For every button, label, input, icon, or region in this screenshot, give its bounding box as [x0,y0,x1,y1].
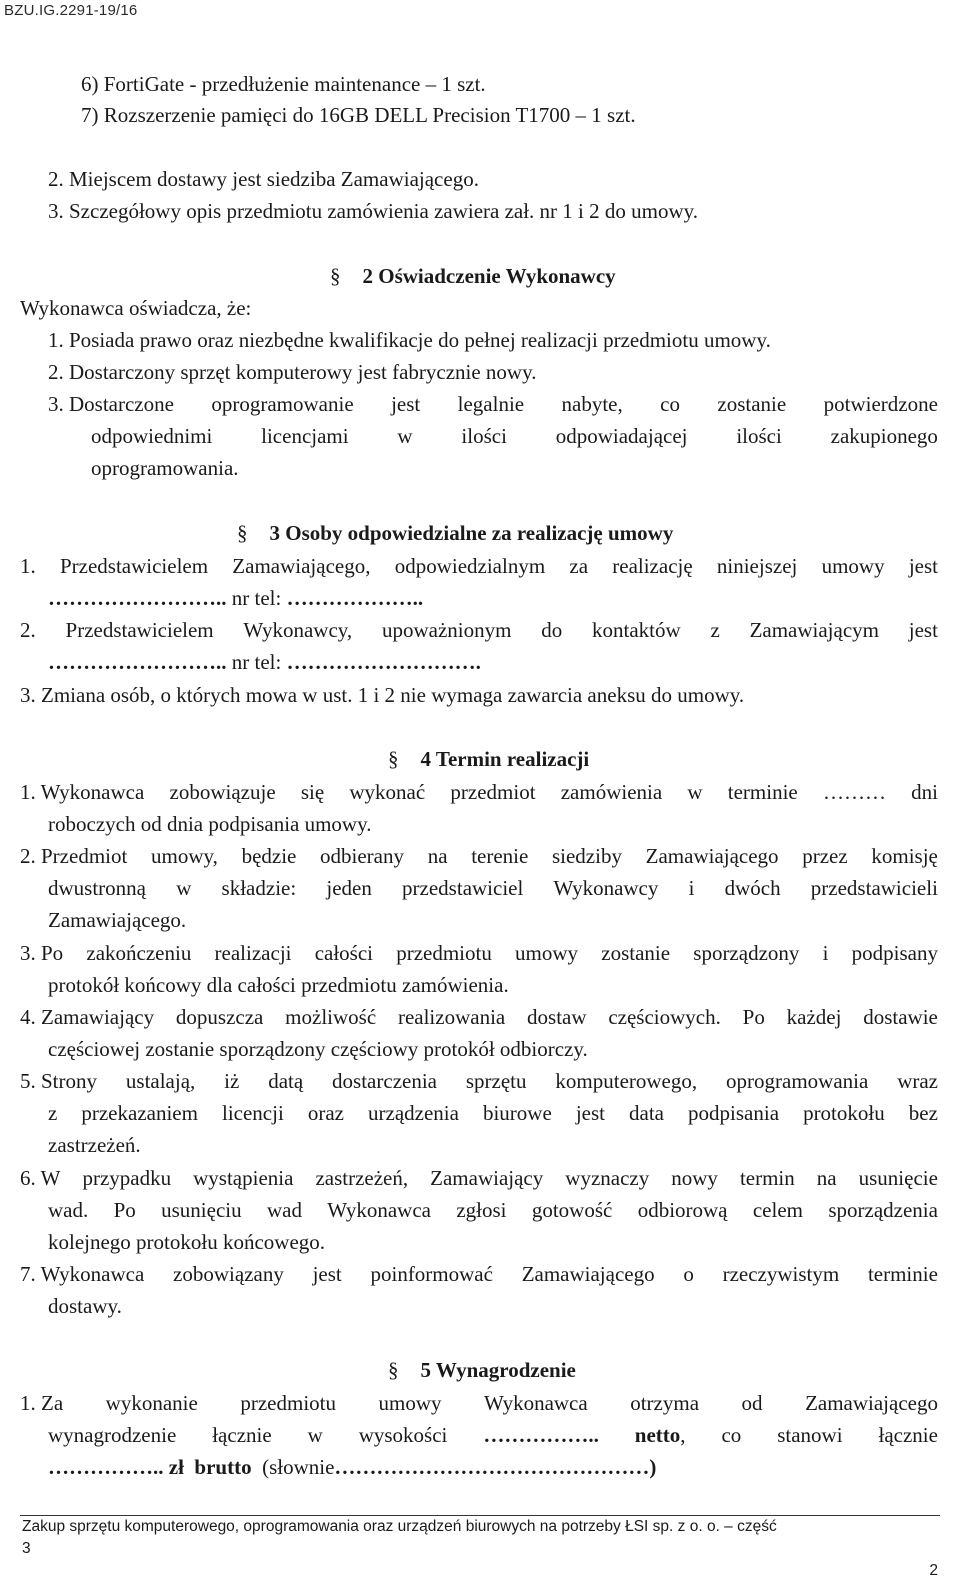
word: przedmiot [450,780,536,804]
word: z [710,618,720,642]
word: oprogramowanie [211,392,354,416]
list-item-6: 6) FortiGate - przedłużenie maintenance – 1 szt. [81,72,486,96]
word: dwóch [724,876,781,900]
word: jest [312,1262,342,1286]
word: Przedstawicielem [59,554,209,578]
word: odpowiadającej [555,424,688,448]
s4-item-2-line-3: Zamawiającego. [48,908,187,932]
word: usunięcie [858,1166,938,1190]
footer-part: 3 [22,1540,31,1557]
word: data [629,1101,665,1125]
word: oprogramowania [726,1069,869,1093]
word: nowy [671,1166,718,1190]
word: co [660,392,680,416]
word: protokołu [803,1101,885,1125]
word: ilości [461,424,507,448]
s4-item-6-line-1 [20,1165,938,1191]
word: wad. [48,1198,89,1222]
word: się [300,780,325,804]
s4-item-4-line-2: częściowej zostanie sporządzony częściowy protokół odbiorczy. [48,1037,588,1061]
word: odpowiednimi [91,424,213,448]
word: wykonanie [105,1391,198,1415]
word: celem [752,1198,803,1222]
word: bez [908,1101,938,1125]
word: termin [739,1166,795,1190]
word: Wykonawca [327,1198,431,1222]
word: terminie [727,780,798,804]
word: wyznaczy [565,1166,650,1190]
word: 2. [20,618,36,642]
word: dni [911,780,938,804]
word: 5. Strony [20,1069,98,1093]
footer-text: Zakup sprzętu komputerowego, oprogramowania oraz urządzeń biurowych na potrzeby ŁSI sp. z o. o. – część [22,1518,777,1535]
word: sporządzenia [828,1198,938,1222]
word: wykonać [349,780,426,804]
page-number: 2 [929,1562,938,1579]
word: licencji [221,1101,284,1125]
word: ilości [736,424,782,448]
word: komisję [871,844,938,868]
word: 1. [20,554,36,578]
word: w [397,424,413,448]
word: umowy [821,554,885,578]
word: gotowość [531,1198,613,1222]
word: przez [802,844,848,868]
word: iż [224,1069,240,1093]
word: Zamawiającym [749,618,879,642]
s3-item-3: 3. Zmiana osób, o których mowa w ust. 1 i 2 nie wymaga zawarcia aneksu do umowy. [20,683,745,707]
word: Po [742,1005,765,1029]
word: dostaw [527,1005,587,1029]
s3-item-2-line-1 [20,617,938,643]
word: wad [266,1198,302,1222]
word: terenie [471,844,529,868]
word: realizację [612,554,693,578]
word: ……… [822,780,886,804]
word: 2. Przedmiot [20,844,128,868]
word: upoważnionym [381,618,512,642]
paragraph-3: 3. Szczegółowy opis przedmiotu zamówienia zawiera zał. nr 1 i 2 do umowy. [48,199,699,223]
word: odpowiedzialnym [394,554,546,578]
s2-item-3-line-1 [48,391,938,417]
word: na [427,844,448,868]
word: 3. Dostarczone [48,392,174,416]
word: niniejszej [716,554,798,578]
word: umowy [515,941,579,965]
word: jest [391,392,421,416]
word: licencjami [261,424,349,448]
word: z [48,1101,58,1125]
s4-item-2-line-2 [48,875,938,901]
word: Przedstawicielem [65,618,214,642]
word: 7. Wykonawca [20,1262,145,1286]
word: przekazaniem [81,1101,198,1125]
word: zobowiązuje [169,780,276,804]
s4-item-6-line-3: kolejnego protokołu końcowego. [48,1230,326,1254]
word: jest [908,618,938,642]
word: 6. W [20,1166,61,1190]
s4-item-3-line-1 [20,940,938,966]
word: zakupionego [830,424,938,448]
s2-item-2: 2. Dostarczony sprzęt komputerowy jest fabrycznie nowy. [48,360,537,384]
word: o [683,1262,694,1286]
word: podpisany [851,941,938,965]
word: przedmiotu [240,1391,336,1415]
word: przypadku [82,1166,172,1190]
word: do [541,618,563,642]
word: poinformować [370,1262,493,1286]
section-2-heading: § 2 Oświadczenie Wykonawcy [330,264,616,288]
word: zamówienia [560,780,663,804]
word: komputerowego, [555,1069,698,1093]
section-3-heading: § 3 Osoby odpowiedzialne za realizację umowy [237,521,674,545]
list-item-7: 7) Rozszerzenie pamięci do 16GB DELL Precision T1700 – 1 szt. [81,103,636,127]
section-2-intro: Wykonawca oświadcza, że: [20,296,252,320]
word: od [741,1391,763,1415]
s2-item-3-line-3: oprogramowania. [91,456,239,480]
word: urządzenia [368,1101,459,1125]
word: za [569,554,589,578]
s5-item-1-line-2: wynagrodzenie łącznie w wysokości …………….. netto, co stanowi łącznie [48,1423,938,1447]
word: rzeczywistym [722,1262,840,1286]
word: możliwość [285,1005,377,1029]
word: odbierany [320,844,405,868]
word: realizowania [397,1005,506,1029]
section-4-heading: § 4 Termin realizacji [388,747,590,771]
s2-item-1: 1. Posiada prawo oraz niezbędne kwalifikacje do pełnej realizacji przedmiotu umowy. [48,328,771,352]
word: całości [314,941,373,965]
s4-item-5-line-3: zastrzeżeń. [48,1133,141,1157]
section-5-heading: § 5 Wynagrodzenie [388,1358,576,1382]
word: zostanie [717,392,787,416]
word: 4. Zamawiający [20,1005,155,1029]
word: Wykonawcy [553,876,659,900]
word: Zamawiającego, [232,554,371,578]
word: odbiorową [637,1198,728,1222]
word: i [822,941,829,965]
word: Po [113,1198,136,1222]
word: Zamawiającego [805,1391,938,1415]
word: ustalają, [125,1069,196,1093]
s4-item-7-line-1 [20,1261,938,1287]
word: sporządzony [693,941,800,965]
s2-item-3-line-2 [91,423,938,449]
word: jest [908,554,938,578]
word: legalnie [457,392,525,416]
word: Zamawiający [430,1166,544,1190]
word: każdej [786,1005,842,1029]
word: przedstawicieli [810,876,938,900]
word: dostarczenia [332,1069,437,1093]
word: realizacji [214,941,292,965]
s3-item-1-line-1 [20,553,938,579]
word: 3. Po [20,941,64,965]
word: datą [268,1069,304,1093]
word: zastrzeżeń, [315,1166,409,1190]
s4-item-2-line-1 [20,843,938,869]
word: 1. Za [20,1391,64,1415]
word: w [687,780,703,804]
word: będzie [241,844,297,868]
word: umowy, [151,844,218,868]
word: Zamawiającego [645,844,779,868]
s5-item-1-line-1 [20,1390,938,1416]
s4-item-4-line-1 [20,1004,938,1030]
word: na [816,1166,837,1190]
s4-item-1-line-1 [20,779,938,805]
word: kontaktów [592,618,681,642]
s4-item-7-line-2: dostawy. [48,1294,122,1318]
word: i [688,876,695,900]
word: umowy [378,1391,442,1415]
word: dwustronną [48,876,146,900]
s3-item-1-line-2: …………………….. nr tel: ……………….. [48,586,424,610]
word: jeden [326,876,372,900]
paragraph-2: 2. Miejscem dostawy jest siedziba Zamawiającego. [48,167,479,191]
s4-item-3-line-2: protokół końcowy dla całości przedmiotu zamówienia. [48,973,509,997]
word: usunięciu [161,1198,242,1222]
word: Wykonawca [484,1391,588,1415]
word: Zamawiającego [521,1262,655,1286]
section-symbol: § [330,264,341,288]
word: Wykonawcy, [243,618,353,642]
s5-item-1-line-3: …………….. zł brutto (słownie………………………………………) [48,1455,657,1479]
word: 1. Wykonawca [20,780,145,804]
s4-item-1-line-2: roboczych od dnia podpisania umowy. [48,812,372,836]
s4-item-5-line-1 [20,1068,938,1094]
s3-item-2-line-2: …………………….. nr tel: ………………………. [48,650,481,674]
word: w [176,876,192,900]
word: sprzętu [465,1069,527,1093]
word: składzie: [221,876,297,900]
word: otrzyma [630,1391,700,1415]
word: zgłosi [456,1198,507,1222]
word: dopuszcza [175,1005,264,1029]
word: przedstawiciel [402,876,524,900]
document-id: BZU.IG.2291-19/16 [4,2,138,19]
word: biurowe [482,1101,552,1125]
word: wystąpienia [193,1166,294,1190]
word: wraz [897,1069,938,1093]
word: dostawie [863,1005,938,1029]
s4-item-5-line-2 [48,1100,938,1126]
word: zakończeniu [86,941,192,965]
word: nabyte, [561,392,623,416]
word: przedmiotu [396,941,492,965]
word: zobowiązany [173,1262,284,1286]
s4-item-6-line-2 [48,1197,938,1223]
word: zostanie [601,941,671,965]
word: oraz [307,1101,344,1125]
word: siedziby [551,844,622,868]
word: terminie [867,1262,938,1286]
word: jest [575,1101,605,1125]
word: potwierdzone [823,392,938,416]
word: częściowych. [608,1005,721,1029]
word: podpisania [688,1101,780,1125]
